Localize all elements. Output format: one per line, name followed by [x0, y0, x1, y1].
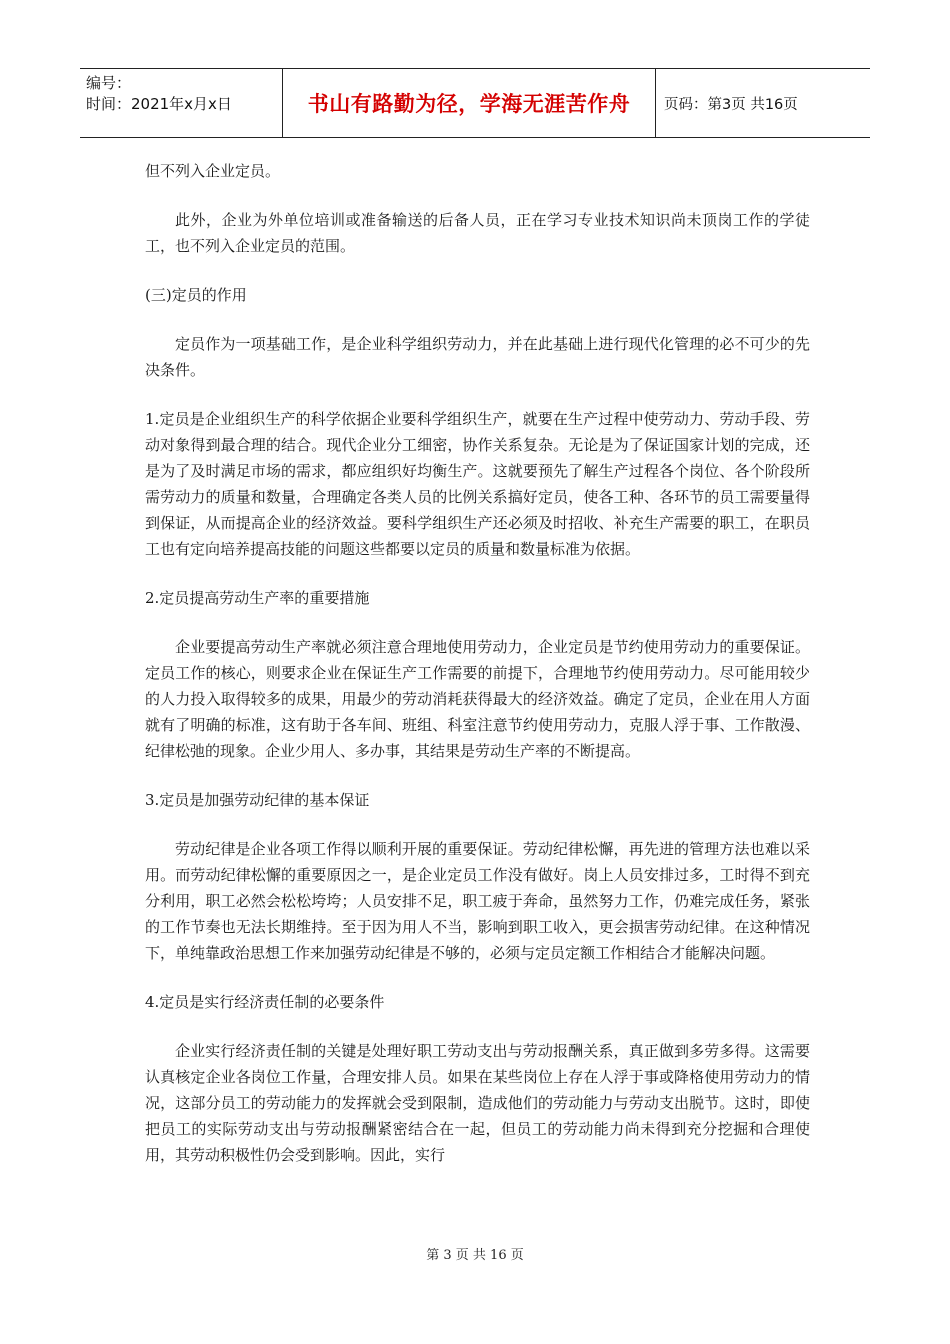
section-heading: (三)定员的作用 — [145, 286, 247, 304]
document-date-label: 时间：2021年x月x日 — [86, 95, 232, 113]
header-motto-cell — [282, 69, 656, 137]
subsection-heading: 3.定员是加强劳动纪律的基本保证 — [145, 791, 370, 809]
header-page-label: 页码：第3页 共16页 — [664, 96, 798, 113]
header-meta — [80, 69, 282, 137]
document-body — [145, 158, 810, 1191]
paragraph: 企业实行经济责任制的关键是处理好职工劳动支出与劳动报酬关系，真正做到多劳多得。这需要认真核定企业各岗位工作量，合理安排人员。如果在某些岗位上存在人浮于事或降格使用劳动力的情况，这部分员工的劳动能力的发挥就会受到限制，造成他们的劳动能力与劳动支出脱节。这时，即使把员工的实际劳动支出与劳动报酬紧密结合在一起，但员工的劳动能力尚未得到充分挖掘和合理使用，其劳动积极性仍会受到影响。因此，实行 — [145, 1042, 810, 1164]
paragraph: 此外，企业为外单位培训或准备输送的后备人员，正在学习专业技术知识尚未顶岗工作的学徒工，也不列入企业定员的范围。 — [145, 211, 810, 255]
header-page-info — [656, 69, 870, 137]
paragraph: 1.定员是企业组织生产的科学依据企业要科学组织生产，就要在生产过程中使劳动力、劳动手段、劳动对象得到最合理的结合。现代企业分工细密，协作关系复杂。无论是为了保证国家计划的完成，还是为了及时满足市场的需求，都应组织好均衡生产。这就要预先了解生产过程各个岗位、各个阶段所需劳动力的质量和数量，合理确定各类人员的比例关系搞好定员，使各工种、各环节的员工需要量得到保证，从而提高企业的经济效益。要科学组织生产还必须及时招收、补充生产需要的职工，在职员工也有定向培养提高技能的问题这些都要以定员的质量和数量标准为依据。 — [145, 410, 810, 558]
page-footer — [0, 1244, 950, 1263]
header-motto: 书山有路勤为径，学海无涯苦作舟 — [307, 92, 631, 116]
document-number-label: 编号： — [86, 74, 132, 92]
paragraph: 劳动纪律是企业各项工作得以顺利开展的重要保证。劳动纪律松懈，再先进的管理方法也难以采用。而劳动纪律松懈的重要原因之一，是企业定员工作没有做好。岗上人员安排过多，工时得不到充分利用，职工必然会松松垮垮；人员安排不足，职工疲于奔命，虽然努力工作，仍难完成任务，紧张的工作节奏也无法长期维持。至于因为用人不当，影响到职工收入，更会损害劳动纪律。在这种情况下，单纯靠政治思想工作来加强劳动纪律是不够的，必须与定员定额工作相结合才能解决问题。 — [145, 840, 810, 962]
subsection-heading: 4.定员是实行经济责任制的必要条件 — [145, 993, 385, 1011]
footer-page-number: 第 3 页 共 16 页 — [426, 1248, 524, 1263]
paragraph: 定员作为一项基础工作，是企业科学组织劳动力，并在此基础上进行现代化管理的必不可少的先决条件。 — [145, 335, 810, 379]
subsection-heading: 2.定员提高劳动生产率的重要措施 — [145, 589, 370, 607]
page-header — [80, 68, 870, 138]
paragraph: 企业要提高劳动生产率就必须注意合理地使用劳动力，企业定员是节约使用劳动力的重要保证。定员工作的核心，则要求企业在保证生产工作需要的前提下，合理地节约使用劳动力。尽可能用较少的人力投入取得较多的成果，用最少的劳动消耗获得最大的经济效益。确定了定员，企业在用人方面就有了明确的标准，这有助于各车间、班组、科室注意节约使用劳动力，克服人浮于事、工作散漫、纪律松弛的现象。企业少用人、多办事，其结果是劳动生产率的不断提高。 — [145, 638, 810, 760]
paragraph: 但不列入企业定员。 — [145, 162, 281, 180]
